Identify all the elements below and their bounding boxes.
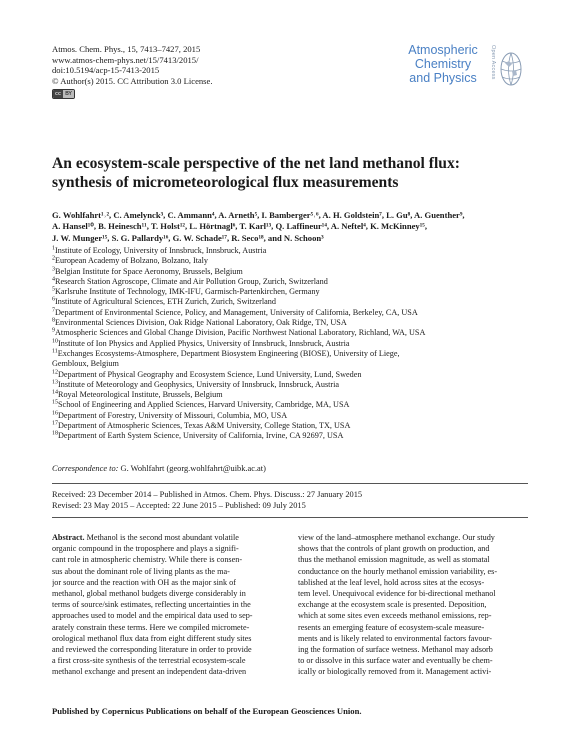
correspondence-text[interactable]: G. Wohlfahrt (georg.wohlfahrt@uibk.ac.at) <box>120 464 266 473</box>
by-label: BY <box>65 91 72 98</box>
journal-name-line: Chemistry <box>414 57 472 71</box>
abstract-line: resents an emerging feature of ecosystem-scale measure- <box>298 622 485 632</box>
abstract-line: terms of source/sink estimates, reflecting uncertainties in the <box>52 600 251 610</box>
journal-name <box>398 43 488 85</box>
abstract-line: thus the methanol emission magnitude, as well as stomatal <box>298 555 490 565</box>
affiliation: $^{17}$Department of Atmospheric Sciences, Texas A&M University, College Station, TX, USA <box>52 420 351 431</box>
affiliation: $^9$Atmospheric Sciences and Global Change Division, Pacific Northwest National Laboratory, Richland, WA, USA <box>52 327 426 338</box>
affiliation: $^{10}$Institute of Ion Physics and Applied Physics, University of Innsbruck, Innsbruck, Austria <box>52 337 350 348</box>
abstract-label: Abstract. <box>52 533 85 542</box>
abstract-right-column <box>298 532 526 678</box>
author-list <box>52 210 528 244</box>
publisher-footer: Published by Copernicus Publications on behalf of the European Geosciences Union. <box>52 706 362 716</box>
affiliation: $^{16}$Department of Forestry, University of Missouri, Columbia, MO, USA <box>52 410 288 420</box>
doi[interactable]: doi:10.5194/acp-15-7413-2015 <box>52 65 160 76</box>
divider <box>52 483 528 484</box>
affiliation: $^6$Institute of Agricultural Sciences, ETH Zurich, Zurich, Switzerland <box>52 296 276 307</box>
journal-name-line: Atmospheric <box>408 43 478 57</box>
abstract-line: exchange at the ecosystem scale is presented. Deposition, <box>298 600 487 610</box>
history-line: Revised: 23 May 2015 – Accepted: 22 June 2015 – Published: 09 July 2015 <box>52 501 306 510</box>
abstract-line: organic compound in the troposphere and plays a signifi- <box>52 544 239 554</box>
affiliation: $^{14}$Royal Meteorological Institute, Brussels, Belgium <box>52 389 223 400</box>
journal-logo <box>398 43 528 93</box>
article-history <box>52 489 362 511</box>
affiliation: $^{12}$Department of Physical Geography and Ecosystem Science, Lund University, Lund, Sweden <box>52 368 362 379</box>
history-line: Received: 23 December 2014 – Published in Atmos. Chem. Phys. Discuss.: 27 January 2015 <box>52 490 363 499</box>
affiliation: $^2$European Academy of Bolzano, Bolzano, Italy <box>52 255 209 266</box>
abstract-line: methanol exchange and present an independent data-driven <box>52 667 247 677</box>
author-line: G. Wohlfahrt¹˒², C. Amelynck³, C. Ammann⁴, A. Arneth⁵, I. Bamberger⁵˒⁶, A. H. Goldstein⁷, L. Gu⁸, A. Guenther⁹, <box>52 210 465 220</box>
citation-block <box>52 44 213 99</box>
citation: Atmos. Chem. Phys., 15, 7413–7427, 2015 <box>52 44 201 54</box>
abstract-left-column: Abstract. Methanol is the second most abundant volatile organic compound in the troposphere and plays a signifi- cant role in atmospheric chemistry. While there is consen- sus about the dominant role of living plants as the ma- jor source and the reaction with OH as the major sink of methanol, global methanol budgets diverge considerably in terms of source/sink estimates, reflecting uncertainties in the approaches used to model and the empirical data used to sep- arately constrain these terms. Here we compiled micromete- orological methanol flux data from eight different study sites and reviewed the corresponding literature in order to provide a first cross-site synthesis of the terrestrial ecosystem-scale methanol exchange and present an independent data-driven <box>52 532 280 678</box>
abstract-line: ments and is likely related to environmental factors favour- <box>298 633 492 643</box>
abstract-line: tablished at the leaf level, hold across sites at the ecosys- <box>298 577 485 587</box>
article-title <box>52 155 532 192</box>
article-url[interactable]: www.atmos-chem-phys.net/15/7413/2015/ <box>52 54 199 65</box>
divider <box>52 517 528 518</box>
author-line: A. Hansel¹⁰, B. Heinesch¹¹, T. Holst¹², L. Hörtnagl⁶, T. Karl¹³, Q. Laffineur¹⁴, A. Neftel⁴, K. McKinney¹⁵, <box>52 221 428 232</box>
open-access-label: Open Access <box>490 45 496 80</box>
cc-label: cc <box>55 91 62 98</box>
correspondence <box>52 464 266 473</box>
author-line: J. W. Munger¹⁵, S. G. Pallardy¹⁶, G. W. Schade¹⁷, R. Seco¹⁸, and N. Schoon³ <box>52 232 324 243</box>
cc-license-icon <box>52 89 75 99</box>
abstract-line: ing the formation of surface wetness. Methanol may adsorb <box>298 645 493 655</box>
affiliation: $^3$Belgian Institute for Space Aeronomy, Brussels, Belgium <box>52 265 243 276</box>
abstract-line: a first cross-site synthesis of the terrestrial ecosystem-scale <box>52 656 246 666</box>
affiliation: $^{11}$Exchanges Ecosystems-Atmosphere, Department Biosystem Engineering (BIOSE), University of Liege, <box>52 348 400 358</box>
affiliation: $^{13}$Institute of Meteorology and Geophysics, University of Innsbruck, Innsbruck, Austria <box>52 379 340 389</box>
abstract-line: jor source and the reaction with OH as the major sink of <box>52 577 236 587</box>
abstract-line: arately constrain these terms. Here we compiled micromete- <box>52 622 250 632</box>
copyright: © Author(s) 2015. CC Attribution 3.0 License. <box>52 75 213 86</box>
affiliation: $^5$Karlsruhe Institute of Technology, IMK-IFU, Garmisch-Partenkirchen, Germany <box>52 286 320 297</box>
abstract-line: view of the land–atmosphere methanol exchange. Our study <box>298 533 495 542</box>
affiliation: $^{15}$School of Engineering and Applied Sciences, Harvard University, Cambridge, MA, USA <box>52 399 350 410</box>
abstract-line: which at some sites even exceeds methanol emissions, rep- <box>298 611 492 621</box>
abstract-line: tem level. Unequivocal evidence for bi-directional methanol <box>298 589 496 599</box>
abstract-line: cant role in atmospheric chemistry. While there is consen- <box>52 555 243 565</box>
abstract-line: sus about the dominant role of living plants as the ma- <box>52 566 230 576</box>
title-line: synthesis of micrometeorological flux measurements <box>52 173 399 191</box>
affiliation: Gembloux, Belgium <box>52 359 119 369</box>
abstract-line: and reviewed the corresponding literature in order to provide <box>52 645 252 655</box>
journal-name-line: and Physics <box>409 71 477 85</box>
abstract-line: methanol, global methanol budgets diverge considerably in <box>52 589 246 599</box>
affiliation: $^7$Department of Environmental Science, Policy, and Management, University of California, Berkeley, CA, USA <box>52 307 418 317</box>
abstract-line: ically or biologically removed from it. Management activi- <box>298 667 492 677</box>
abstract-line: shows that the controls of plant growth on production, and <box>298 544 490 554</box>
abstract-line: orological methanol flux data from eight different study sites <box>52 633 252 643</box>
correspondence-label: Correspondence to: <box>52 464 119 473</box>
affiliation: $^8$Environmental Sciences Division, Oak Ridge National Laboratory, Oak Ridge, TN, USA <box>52 317 347 328</box>
affiliation-list <box>52 246 528 442</box>
affiliation: $^1$Institute of Ecology, University of Innsbruck, Innsbruck, Austria <box>52 245 267 255</box>
affiliation: $^{18}$Department of Earth System Science, University of California, Irvine, CA 92697, USA <box>52 430 344 441</box>
affiliation: $^4$Research Station Agroscope, Climate and Air Pollution Group, Zurich, Switzerland <box>52 276 328 286</box>
abstract-line: to or dissolve in this surface water and eventually be chem- <box>298 656 493 666</box>
globe-icon <box>500 51 522 87</box>
title-line: An ecosystem-scale perspective of the net land methanol flux: <box>52 155 460 172</box>
abstract-line: conductance on the hourly methanol emission variability, es- <box>298 566 498 576</box>
abstract-line: approaches used to model and the empirical data used to sep- <box>52 611 253 621</box>
